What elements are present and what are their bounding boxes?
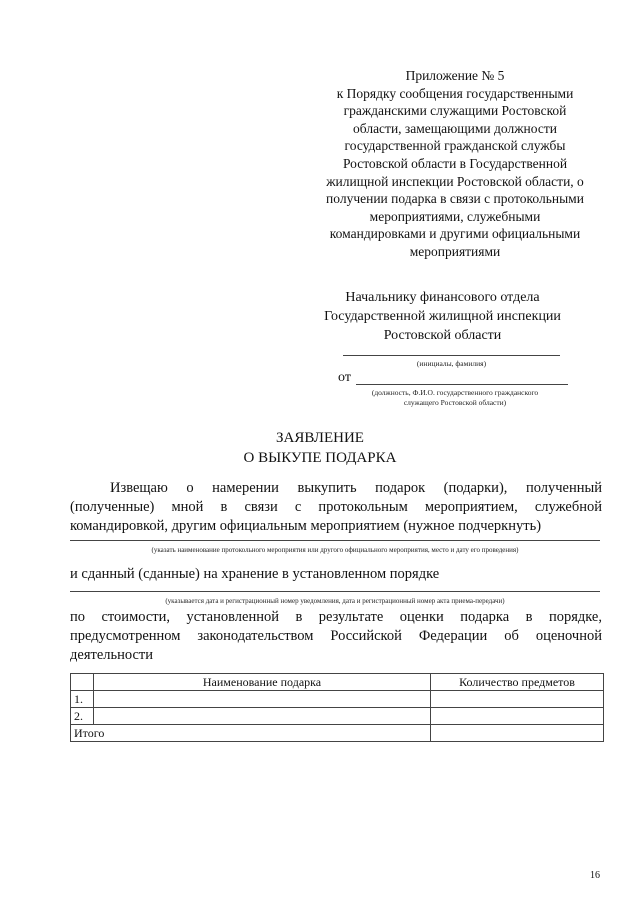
appendix-line: командировками и другими официальными <box>329 226 581 242</box>
para-line: деятельности <box>70 647 154 663</box>
para-line: по стоимости, установленной в результате оценки подарка в порядке, <box>70 609 602 625</box>
row-number: 1. <box>71 691 94 708</box>
col-gift-name: Наименование подарка <box>94 674 431 691</box>
col-quantity: Количество предметов <box>431 674 604 691</box>
position-hint-line: (должность, Ф.И.О. государственного гражданского <box>371 388 539 397</box>
appendix-line: государственной гражданской службы <box>344 138 566 154</box>
table-cell <box>94 708 431 725</box>
appendix-line: мероприятиями <box>409 243 501 259</box>
paragraph-valuation <box>70 608 602 665</box>
para-line: Извещаю о намерении выкупить подарок (подарки), полученный <box>110 480 602 496</box>
initials-hint: (инициалы, фамилия) <box>416 359 487 368</box>
gift-table <box>70 673 604 742</box>
para-line: командировкой, другим официальным мероприятием (нужное подчеркнуть) <box>70 518 542 534</box>
appendix-line: Приложение № 5 <box>405 68 505 83</box>
paragraph-intent <box>70 479 602 536</box>
from-line <box>356 384 568 385</box>
event-line <box>70 540 600 541</box>
document-title <box>0 428 640 468</box>
appendix-line: области, замещающими должности <box>353 120 557 136</box>
addressee-block <box>300 288 585 345</box>
appendix-line: мероприятиями, служебными <box>369 208 541 224</box>
paragraph-storage: и сданный (сданные) на хранение в установленном порядке <box>70 566 440 582</box>
table-header-row <box>71 674 604 691</box>
event-hint: (указать наименование протокольного мероприятия или другого официального мероприятия, место и дату его проведения) <box>151 546 519 554</box>
appendix-line: к Порядку сообщения государственными <box>336 85 574 101</box>
total-label: Итого <box>71 725 431 742</box>
table-cell <box>71 674 94 691</box>
appendix-header <box>300 67 610 261</box>
table-cell <box>431 691 604 708</box>
title-line: О ВЫКУПЕ ПОДАРКА <box>243 450 397 466</box>
appendix-line: получении подарка в связи с протокольными <box>326 191 584 207</box>
position-hint <box>330 388 580 408</box>
table-cell <box>94 691 431 708</box>
position-hint-line: служащего Ростовской области) <box>403 398 507 407</box>
table-row <box>71 691 604 708</box>
notice-hint: (указывается дата и регистрационный номер уведомления, дата и регистрационный номер акта приема-передачи) <box>165 597 505 605</box>
appendix-line: Ростовской области в Государственной <box>342 155 568 171</box>
addressee-line: Ростовской области <box>383 328 502 343</box>
para-line: предусмотренном законодательством Российской Федерации об оценочной <box>70 628 602 644</box>
title-line: ЗАЯВЛЕНИЕ <box>276 430 364 446</box>
from-label: от <box>338 370 351 385</box>
para-line: (полученные) мной в связи с протокольным мероприятием, служебной <box>70 499 602 515</box>
row-number: 2. <box>71 708 94 725</box>
table-cell <box>431 708 604 725</box>
page-number: 16 <box>590 870 600 881</box>
table-row <box>71 708 604 725</box>
notice-line <box>70 591 600 592</box>
initials-line <box>343 355 560 356</box>
table-cell <box>431 725 604 742</box>
appendix-line: гражданскими служащими Ростовской <box>343 103 567 119</box>
table-total-row <box>71 725 604 742</box>
addressee-line: Начальнику финансового отдела <box>345 290 540 305</box>
addressee-line: Государственной жилищной инспекции <box>324 309 561 324</box>
appendix-line: жилищной инспекции Ростовской области, о <box>326 173 584 189</box>
